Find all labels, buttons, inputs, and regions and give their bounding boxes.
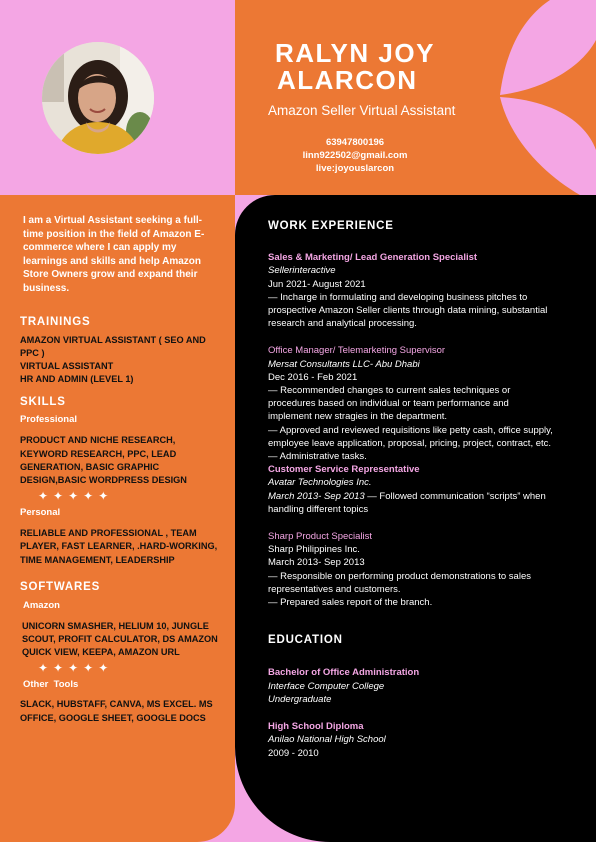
job-dates: March 2013- Sep 2013 xyxy=(268,490,365,502)
sidebar-content xyxy=(20,214,220,725)
skills-professional-text: PRODUCT AND NICHE RESEARCH, KEYWORD RESEARCH, PPC, LEAD GENERATION, BASIC GRAPHIC DESIGN,BASIC WORDPRESS DESIGN xyxy=(20,435,187,485)
job-title: Sales & Marketing/ Lead Generation Specialist xyxy=(268,252,478,264)
job-description: — Responsible on performing product demonstrations to sales representatives and customers. — Prepared sales report of the branch. xyxy=(268,570,531,609)
name-line-1: RALYN JOY xyxy=(275,38,435,68)
skills-personal-label: Personal xyxy=(20,507,61,519)
education-school: Anilao National High School xyxy=(268,734,386,746)
job-company: Mersat Consultants LLC- Abu Dhabi xyxy=(268,358,420,370)
full-name xyxy=(275,40,435,94)
job-entry xyxy=(268,344,553,463)
star-divider-icon-2: ✦✦✦✦✦ xyxy=(38,661,114,676)
main-content xyxy=(268,220,553,760)
trainings-heading: TRAININGS xyxy=(20,315,91,328)
job-description: — Followed communication “scripts” when handling different topics xyxy=(268,490,546,515)
phone-number[interactable]: 63947800196 xyxy=(325,137,385,148)
job-title: Office Manager/ Telemarketing Supervisor xyxy=(268,345,446,357)
education-entry xyxy=(268,666,553,706)
skills-heading: SKILLS xyxy=(20,396,66,409)
skills-personal-text: RELIABLE AND PROFESSIONAL , TEAM PLAYER, FAST LEARNER, .HARD-WORKING, TIME MANAGEMENT, LEADERSHIP xyxy=(20,528,218,565)
job-company: Sharp Philippines Inc. xyxy=(268,544,360,556)
intro-paragraph: I am a Virtual Assistant seeking a full-time position in the field of Amazon E-commerce where I can apply my learnings and skills and help Amazon Store Owners grow and expand their business. xyxy=(23,215,205,294)
job-entry xyxy=(268,463,553,516)
softwares-other-label: Other Tools xyxy=(23,679,79,691)
job-dates: Jun 2021- August 2021 xyxy=(268,278,366,290)
profile-photo xyxy=(42,42,154,154)
star-divider-icon: ✦✦✦✦✦ xyxy=(38,489,114,504)
education-status: Undergraduate xyxy=(268,693,332,705)
education-degree: Bachelor of Office Administration xyxy=(268,667,420,679)
softwares-amazon-label: Amazon xyxy=(23,599,60,611)
job-title: Sharp Product Specialist xyxy=(268,531,373,543)
trainings-text: AMAZON VIRTUAL ASSISTANT ( SEO AND PPC ) VIRTUAL ASSISTANT HR AND ADMIN (LEVEL 1) xyxy=(20,334,206,385)
work-experience-heading: WORK EXPERIENCE xyxy=(268,220,394,232)
job-entry xyxy=(268,530,553,609)
job-description: — Incharge in formulating and developing business pitches to prospective Amazon Seller clients through data mining, substantial research and analytical processing. xyxy=(268,291,548,330)
email-address[interactable]: linn922502@gmail.com xyxy=(302,150,408,161)
job-company: Sellerinteractive xyxy=(268,265,336,277)
education-degree: High School Diploma xyxy=(268,721,364,733)
job-entry xyxy=(268,251,553,330)
job-title: Customer Service Representative xyxy=(268,464,420,476)
softwares-amazon-text: UNICORN SMASHER, HELIUM 10, JUNGLE SCOUT, PROFIT CALCULATOR, DS AMAZON QUICK VIEW, KEEPA, AMAZON URL xyxy=(22,620,218,658)
skills-professional-label: Professional xyxy=(20,414,78,426)
education-status: 2009 - 2010 xyxy=(268,747,319,759)
decorative-petals xyxy=(490,0,596,195)
softwares-heading: SOFTWARES xyxy=(20,580,101,593)
softwares-other-text: SLACK, HUBSTAFF, CANVA, MS EXCEL. MS OFFICE, GOOGLE SHEET, GOOGLE DOCS xyxy=(20,699,213,723)
job-description: — Recommended changes to current sales techniques or procedures based on individual or team performance and implement new stragies in the department. — Approved and reviewed requisitions like petty cash, office supply, employee leave application, proposal, pricing, project, contract, etc. — Administrative tasks. xyxy=(268,385,553,463)
skype-id[interactable]: live:joyouslarcon xyxy=(315,163,395,174)
job-company: Avatar Technologies Inc. xyxy=(268,477,372,489)
contact-info xyxy=(290,136,420,175)
job-title: Amazon Seller Virtual Assistant xyxy=(268,103,456,118)
name-line-2: ALARCON xyxy=(277,65,418,95)
job-dates: Dec 2016 - Feb 2021 xyxy=(268,371,358,383)
job-dates: March 2013- Sep 2013 xyxy=(268,557,365,569)
education-entry xyxy=(268,720,553,760)
education-school: Interface Computer College xyxy=(268,680,385,692)
education-heading: EDUCATION xyxy=(268,634,343,647)
